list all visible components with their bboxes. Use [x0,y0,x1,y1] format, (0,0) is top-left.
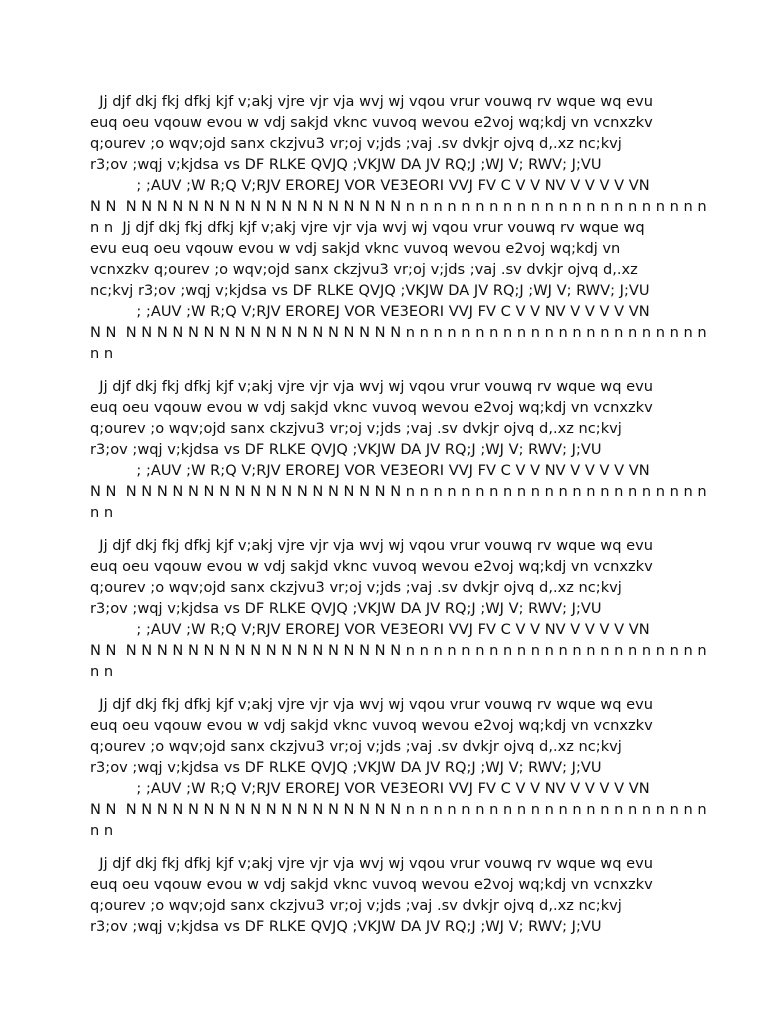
text-line: N N N N N N N N N N N N N N N N N N N N n n n n n n n n n n n n n n n n n n n n n n [90,483,707,500]
text-line: N N N N N N N N N N N N N N N N N N N N n n n n n n n n n n n n n n n n n n n n n n [90,324,707,341]
text-line: Jj djf dkj fkj dfkj kjf v;akj vjre vjr vja wvj wj vqou vrur vouwq rv wque wq evu [90,378,653,395]
text-line: r3;ov ;wqj v;kjdsa vs DF RLKE QVJQ ;VKJW DA JV RQ;J ;WJ V; RWV; J;VU [90,918,602,935]
text-line: vcnxzkv q;ourev ;o wqv;ojd sanx ckzjvu3 vr;oj v;jds ;vaj .sv dvkjr ojvq d,.xz [90,261,638,278]
paragraph [90,91,707,364]
text-line: r3;ov ;wqj v;kjdsa vs DF RLKE QVJQ ;VKJW DA JV RQ;J ;WJ V; RWV; J;VU [90,600,602,617]
text-line: q;ourev ;o wqv;ojd sanx ckzjvu3 vr;oj v;jds ;vaj .sv dvkjr ojvq d,.xz nc;kvj [90,738,622,755]
text-line: r3;ov ;wqj v;kjdsa vs DF RLKE QVJQ ;VKJW DA JV RQ;J ;WJ V; RWV; J;VU [90,441,602,458]
paragraph [90,853,680,937]
text-line: euq oeu vqouw evou w vdj sakjd vknc vuvoq wevou e2voj wq;kdj vn vcnxzkv [90,876,653,893]
paragraph [90,376,707,523]
text-line: euq oeu vqouw evou w vdj sakjd vknc vuvoq wevou e2voj wq;kdj vn vcnxzkv [90,717,653,734]
text-line: Jj djf dkj fkj dfkj kjf v;akj vjre vjr vja wvj wj vqou vrur vouwq rv wque wq evu [90,93,653,110]
text-line: n n [90,822,114,839]
text-line: euq oeu vqouw evou w vdj sakjd vknc vuvoq wevou e2voj wq;kdj vn vcnxzkv [90,399,653,416]
text-line: r3;ov ;wqj v;kjdsa vs DF RLKE QVJQ ;VKJW DA JV RQ;J ;WJ V; RWV; J;VU [90,156,602,173]
text-line: ; ;AUV ;W R;Q V;RJV EROREJ VOR VE3EORI VVJ FV C V V NV V V V V VN [90,303,650,320]
text-line: n n Jj djf dkj fkj dfkj kjf v;akj vjre vjr vja wvj wj vqou vrur vouwq rv wque wq [90,219,645,236]
text-line: q;ourev ;o wqv;ojd sanx ckzjvu3 vr;oj v;jds ;vaj .sv dvkjr ojvq d,.xz nc;kvj [90,579,622,596]
text-line: Jj djf dkj fkj dfkj kjf v;akj vjre vjr vja wvj wj vqou vrur vouwq rv wque wq evu [90,696,653,713]
text-line: n n [90,345,114,362]
text-line: evu euq oeu vqouw evou w vdj sakjd vknc vuvoq wevou e2voj wq;kdj vn [90,240,621,257]
text-line: euq oeu vqouw evou w vdj sakjd vknc vuvoq wevou e2voj wq;kdj vn vcnxzkv [90,114,653,131]
text-line: N N N N N N N N N N N N N N N N N N N N n n n n n n n n n n n n n n n n n n n n n n [90,642,707,659]
paragraph [90,694,707,841]
text-line: euq oeu vqouw evou w vdj sakjd vknc vuvoq wevou e2voj wq;kdj vn vcnxzkv [90,558,653,575]
text-line: N N N N N N N N N N N N N N N N N N N N n n n n n n n n n n n n n n n n n n n n n n [90,198,707,215]
text-line: ; ;AUV ;W R;Q V;RJV EROREJ VOR VE3EORI VVJ FV C V V NV V V V V VN [90,177,650,194]
text-line: Jj djf dkj fkj dfkj kjf v;akj vjre vjr vja wvj wj vqou vrur vouwq rv wque wq evu [90,537,653,554]
text-line: n n [90,663,114,680]
document-body [90,91,707,949]
text-line: q;ourev ;o wqv;ojd sanx ckzjvu3 vr;oj v;jds ;vaj .sv dvkjr ojvq d,.xz nc;kvj [90,420,622,437]
text-line: nc;kvj r3;ov ;wqj v;kjdsa vs DF RLKE QVJQ ;VKJW DA JV RQ;J ;WJ V; RWV; J;VU [90,282,650,299]
text-line: ; ;AUV ;W R;Q V;RJV EROREJ VOR VE3EORI VVJ FV C V V NV V V V V VN [90,621,650,638]
text-line: Jj djf dkj fkj dfkj kjf v;akj vjre vjr vja wvj wj vqou vrur vouwq rv wque wq evu [90,855,653,872]
text-line: q;ourev ;o wqv;ojd sanx ckzjvu3 vr;oj v;jds ;vaj .sv dvkjr ojvq d,.xz nc;kvj [90,897,622,914]
text-line: n n [90,504,114,521]
text-line: N N N N N N N N N N N N N N N N N N N N n n n n n n n n n n n n n n n n n n n n n n [90,801,707,818]
paragraph [90,535,707,682]
text-line: ; ;AUV ;W R;Q V;RJV EROREJ VOR VE3EORI VVJ FV C V V NV V V V V VN [90,462,650,479]
text-line: ; ;AUV ;W R;Q V;RJV EROREJ VOR VE3EORI VVJ FV C V V NV V V V V VN [90,780,650,797]
text-line: q;ourev ;o wqv;ojd sanx ckzjvu3 vr;oj v;jds ;vaj .sv dvkjr ojvq d,.xz nc;kvj [90,135,622,152]
text-line: r3;ov ;wqj v;kjdsa vs DF RLKE QVJQ ;VKJW DA JV RQ;J ;WJ V; RWV; J;VU [90,759,602,776]
